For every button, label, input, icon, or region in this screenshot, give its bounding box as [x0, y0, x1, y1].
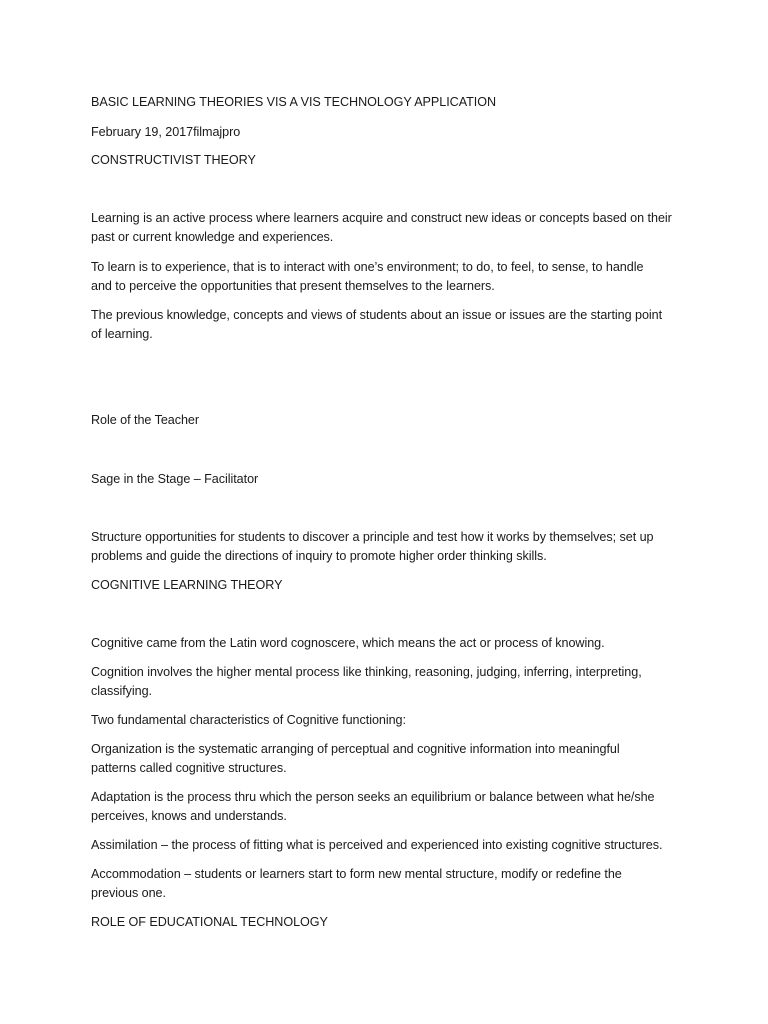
- paragraph-line: Structure opportunities for students to discover a principle and test how it works by themselves; set up: [91, 530, 654, 544]
- paragraph-line: The previous knowledge, concepts and views of students about an issue or issues are the starting point: [91, 308, 663, 322]
- paragraph-line: Adaptation is the process thru which the person seeks an equilibrium or balance between what he/she: [91, 790, 655, 804]
- paragraph-line: Two fundamental characteristics of Cognitive functioning:: [91, 713, 406, 727]
- paragraph-line: Assimilation – the process of fitting what is perceived and experienced into existing cognitive structures.: [91, 838, 663, 852]
- section-heading-cognitive: COGNITIVE LEARNING THEORY: [91, 578, 283, 592]
- section-heading-constructivist: CONSTRUCTIVIST THEORY: [91, 153, 256, 167]
- paragraph-line: of learning.: [91, 327, 153, 341]
- paragraph-line: Cognition involves the higher mental process like thinking, reasoning, judging, inferring, interpreting,: [91, 665, 642, 679]
- paragraph-line: classifying.: [91, 684, 152, 698]
- dateline: February 19, 2017filmajpro: [91, 125, 241, 139]
- paragraph-line: Cognitive came from the Latin word cognoscere, which means the act or process of knowing.: [91, 636, 605, 650]
- paragraph-line: and to perceive the opportunities that present themselves to the learners.: [91, 279, 495, 293]
- section-heading-edtech: ROLE OF EDUCATIONAL TECHNOLOGY: [91, 915, 328, 929]
- paragraph-line: patterns called cognitive structures.: [91, 761, 287, 775]
- paragraph-line: previous one.: [91, 886, 166, 900]
- paragraph-line: To learn is to experience, that is to interact with one’s environment; to do, to feel, to sense, to handle: [91, 260, 644, 274]
- paragraph-line: perceives, knows and understands.: [91, 809, 287, 823]
- sage-line: Sage in the Stage – Facilitator: [91, 472, 259, 486]
- paragraph-line: Learning is an active process where learners acquire and construct new ideas or concepts based on their: [91, 211, 672, 225]
- paragraph-line: Organization is the systematic arranging of perceptual and cognitive information into meaningful: [91, 742, 620, 756]
- document-title: BASIC LEARNING THEORIES VIS A VIS TECHNOLOGY APPLICATION: [91, 95, 496, 109]
- paragraph-line: problems and guide the directions of inquiry to promote higher order thinking skills.: [91, 549, 547, 563]
- role-of-teacher-heading: Role of the Teacher: [91, 413, 200, 427]
- paragraph-line: Accommodation – students or learners start to form new mental structure, modify or redefine the: [91, 867, 622, 881]
- paragraph-line: past or current knowledge and experiences.: [91, 230, 334, 244]
